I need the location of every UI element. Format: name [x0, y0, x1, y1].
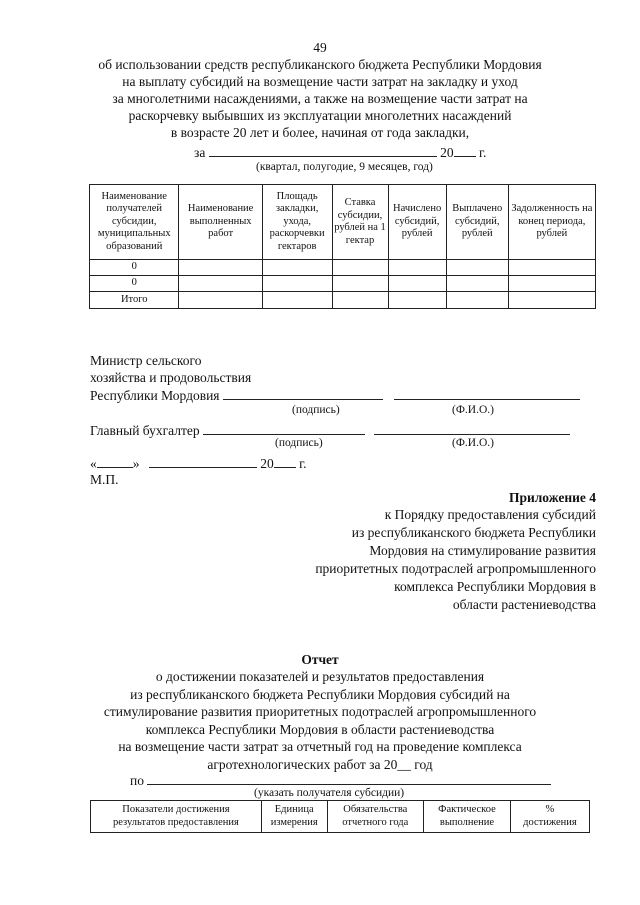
header-line: %: [545, 804, 555, 815]
report2-table: [90, 800, 590, 833]
table-cell: [508, 292, 595, 309]
header-works: Наименование выполненных работ: [179, 185, 262, 260]
report2-title-line: стимулирование развития приоритетных подотраслей агропромышленного: [103, 704, 537, 719]
report2-title-line: из республиканского бюджета Республики Мордовия субсидий на: [130, 686, 510, 702]
minister-block: [90, 352, 580, 404]
report2-title-line: на возмещение части затрат за отчетный год на проведение комплекса: [118, 739, 522, 754]
header-accrued: Начислено субсидий, рублей: [388, 185, 446, 260]
date-close-quote: »: [132, 456, 140, 471]
report1-title-line: на выплату субсидий на возмещение части затрат на закладку и уход: [122, 74, 518, 89]
header-line: результатов предоставления: [113, 816, 239, 828]
appendix-text: [315, 506, 596, 614]
appendix-line: из республиканского бюджета Республики: [351, 525, 596, 540]
header-line: достижения: [523, 816, 577, 828]
table-cell: [179, 276, 262, 292]
minister-sign-hint: (подпись): [292, 404, 340, 416]
table-row-total: [90, 292, 596, 309]
report2-title-line: комплекса Республики Мордовия в области растениеводства: [145, 721, 495, 737]
report1-title-line: в возрасте 20 лет и более, начиная от года закладки,: [170, 125, 470, 140]
header-percent: [510, 801, 589, 833]
header-line: Показатели достижения: [122, 804, 230, 815]
period-hint: (квартал, полугодие, 9 месяцев, год): [256, 161, 433, 173]
period-prefix: за: [194, 145, 206, 160]
table-cell: [262, 260, 332, 276]
appendix-line: комплекса Республики Мордовия в: [394, 579, 596, 594]
header-indicators: [91, 801, 262, 833]
header-line: отчетного года: [342, 816, 409, 828]
header-rate: Ставка субсидии, рублей на 1 гектар: [332, 185, 388, 260]
table-cell: [388, 276, 446, 292]
accountant-name-blank: [374, 421, 570, 435]
period-suffix: г.: [478, 145, 487, 160]
period-year: 20: [440, 145, 454, 160]
header-area: Площадь закладки, ухода, раскорчевки гектаров: [262, 185, 332, 260]
table-cell: 0: [90, 260, 179, 276]
accountant-label: Главный бухгалтер: [90, 423, 200, 438]
table-cell: [332, 292, 388, 309]
table-cell: [262, 276, 332, 292]
table-cell: [446, 260, 508, 276]
recipient-hint: (указать получателя субсидии): [254, 787, 405, 799]
accountant-sign-hint: (подпись): [275, 437, 323, 449]
header-debt: Задолженность на конец периода, рублей: [508, 185, 595, 260]
accountant-name-hint: (Ф.И.О.): [452, 437, 494, 449]
table-row: [90, 260, 596, 276]
table-cell: [179, 292, 262, 309]
header-line: выполнение: [439, 816, 495, 828]
table-cell: [262, 292, 332, 309]
minister-signature-blank: [223, 386, 383, 400]
date-year: 20: [260, 456, 274, 471]
date-line: [90, 454, 307, 472]
table-cell: [388, 292, 446, 309]
header-paid: Выплачено субсидий, рублей: [446, 185, 508, 260]
table-cell: 0: [90, 276, 179, 292]
appendix-line: Мордовия на стимулирование развития: [369, 543, 596, 558]
minister-name-blank: [394, 386, 580, 400]
header-unit: [261, 801, 327, 833]
report1-title-line: за многолетними насаждениями, а также на возмещение части затрат на: [112, 91, 528, 106]
table-cell: [332, 260, 388, 276]
date-open-quote: «: [90, 456, 97, 471]
report1-period: [194, 143, 486, 161]
report1-title-line: об использовании средств республиканского бюджета Республики Мордовия: [98, 57, 542, 72]
report2-heading: Отчет: [301, 652, 339, 667]
header-line: Единица: [274, 804, 314, 815]
header-actual: [424, 801, 511, 833]
appendix-line: к Порядку предоставления субсидий: [384, 507, 596, 522]
table-cell: [179, 260, 262, 276]
header-line: измерения: [270, 816, 318, 828]
accountant-signature-blank: [203, 421, 365, 435]
header-obligations: [327, 801, 424, 833]
accountant-line: [90, 421, 570, 439]
recipient-prefix: по: [130, 773, 144, 788]
page-number: 49: [313, 40, 327, 55]
report1-table-header-row: [90, 185, 596, 260]
table-cell: Итого: [90, 292, 179, 309]
report2-title: [0, 668, 640, 773]
table-cell: [508, 260, 595, 276]
minister-line-text: Республики Мордовия: [90, 388, 220, 403]
minister-line: Министр сельского: [90, 353, 202, 368]
date-year-blank: [274, 454, 296, 468]
date-day-blank: [97, 454, 133, 468]
table-cell: [388, 260, 446, 276]
table-cell: [446, 276, 508, 292]
minister-line: [90, 386, 580, 404]
report2-table-header-row: [91, 801, 590, 833]
period-blank: [209, 143, 437, 157]
table-cell: [332, 276, 388, 292]
report2-title-line: агротехнологических работ за 20__ год: [207, 756, 433, 772]
report2-title-line: о достижении показателей и результатов предоставления: [155, 669, 485, 684]
header-line: Фактическое: [438, 804, 496, 815]
table-row: [90, 276, 596, 292]
table-cell: [446, 292, 508, 309]
header-recipients: Наименование получателей субсидии, муниципальных образований: [90, 185, 179, 260]
report1-title-line: раскорчевку выбывших из эксплуатации многолетних насаждений: [128, 108, 512, 123]
report1-table: [89, 184, 596, 309]
table-cell: [508, 276, 595, 292]
appendix-title: Приложение 4: [508, 490, 596, 505]
date-month-blank: [149, 454, 257, 468]
appendix-line: области растениеводства: [452, 597, 596, 612]
recipient-blank: [147, 771, 551, 785]
report1-title: [0, 56, 640, 141]
header-line: Обязательства: [343, 804, 408, 815]
period-year-blank: [454, 143, 476, 157]
minister-name-hint: (Ф.И.О.): [452, 404, 494, 416]
minister-line: хозяйства и продовольствия: [90, 370, 252, 385]
appendix-line: приоритетных подотраслей агропромышленного: [315, 561, 596, 576]
stamp-label: М.П.: [90, 472, 119, 487]
date-suffix: г.: [299, 456, 307, 471]
